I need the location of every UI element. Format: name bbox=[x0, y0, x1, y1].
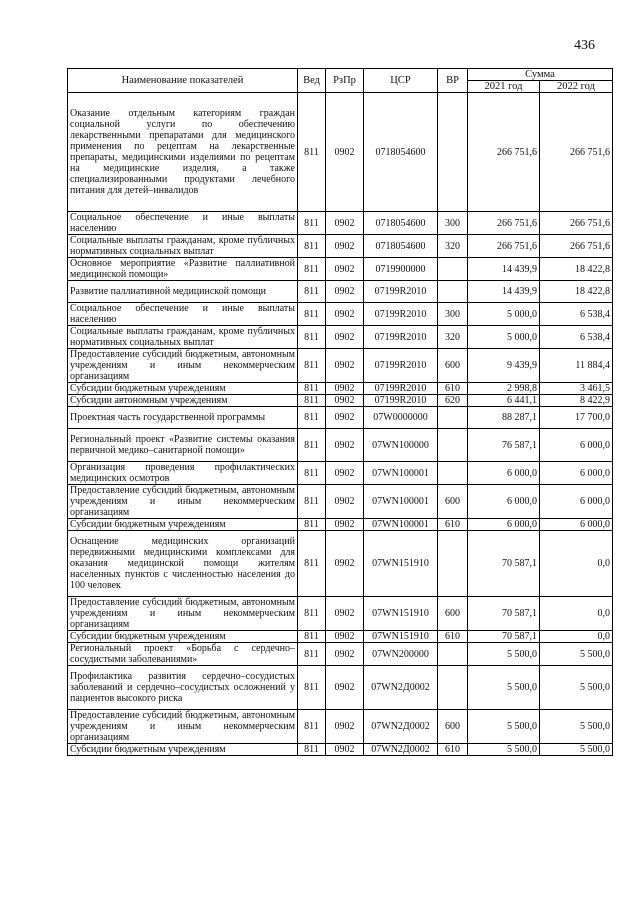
cell-ved: 811 bbox=[298, 303, 326, 326]
cell-csr: 07W0000000 bbox=[364, 407, 438, 429]
table-row bbox=[68, 258, 613, 281]
cell-2022: 18 422,8 bbox=[540, 281, 613, 303]
cell-rzpr: 0902 bbox=[326, 666, 364, 710]
table-row bbox=[68, 462, 613, 485]
cell-csr: 07WN2Д0002 bbox=[364, 744, 438, 756]
cell-2021: 9 439,9 bbox=[468, 349, 540, 383]
cell-2021: 5 500,0 bbox=[468, 666, 540, 710]
cell-2021: 6 000,0 bbox=[468, 462, 540, 485]
table-row bbox=[68, 383, 613, 395]
cell-vr: 600 bbox=[438, 349, 468, 383]
table-row bbox=[68, 349, 613, 383]
cell-rzpr: 0902 bbox=[326, 429, 364, 462]
table-row bbox=[68, 395, 613, 407]
cell-ved: 811 bbox=[298, 710, 326, 744]
cell-vr: 610 bbox=[438, 383, 468, 395]
cell-rzpr: 0902 bbox=[326, 485, 364, 519]
cell-vr: 320 bbox=[438, 235, 468, 258]
cell-csr: 07WN100001 bbox=[364, 462, 438, 485]
cell-name: Оказание отдельным категориям граждан социальной услуги по обеспечению лекарственными препаратами для медицинского применения по рецептам на лекарственные препараты, медицинскими изделиями по рецептам на медицинские изделия, а также специализированными продуктами лечебного питания для детей–инвалидов bbox=[68, 93, 298, 212]
cell-rzpr: 0902 bbox=[326, 281, 364, 303]
cell-rzpr: 0902 bbox=[326, 258, 364, 281]
cell-2022: 5 500,0 bbox=[540, 710, 613, 744]
cell-ved: 811 bbox=[298, 395, 326, 407]
cell-csr: 07199R2010 bbox=[364, 349, 438, 383]
cell-2022: 0,0 bbox=[540, 631, 613, 643]
cell-name: Региональный проект «Развитие системы оказания первичной медико–санитарной помощи» bbox=[68, 429, 298, 462]
table-row bbox=[68, 597, 613, 631]
header-ved: Вед bbox=[298, 69, 326, 93]
cell-rzpr: 0902 bbox=[326, 710, 364, 744]
cell-rzpr: 0902 bbox=[326, 235, 364, 258]
cell-csr: 07WN151910 bbox=[364, 597, 438, 631]
cell-csr: 0718054600 bbox=[364, 235, 438, 258]
cell-vr bbox=[438, 531, 468, 597]
cell-name: Развитие паллиативной медицинской помощи bbox=[68, 281, 298, 303]
cell-ved: 811 bbox=[298, 93, 326, 212]
cell-name: Профилактика развития сердечно–сосудистых заболеваний и сердечно–сосудистых осложнений у пациентов высокого риска bbox=[68, 666, 298, 710]
cell-vr: 610 bbox=[438, 744, 468, 756]
cell-name: Основное мероприятие «Развитие паллиативной медицинской помощи» bbox=[68, 258, 298, 281]
cell-csr: 07199R2010 bbox=[364, 383, 438, 395]
cell-2022: 18 422,8 bbox=[540, 258, 613, 281]
table-row bbox=[68, 407, 613, 429]
cell-name: Субсидии бюджетным учреждениям bbox=[68, 519, 298, 531]
cell-csr: 07WN100000 bbox=[364, 429, 438, 462]
cell-csr: 07199R2010 bbox=[364, 326, 438, 349]
cell-csr: 0718054600 bbox=[364, 93, 438, 212]
cell-2021: 266 751,6 bbox=[468, 93, 540, 212]
header-sum: Сумма bbox=[468, 69, 613, 81]
cell-csr: 07WN2Д0002 bbox=[364, 710, 438, 744]
cell-ved: 811 bbox=[298, 666, 326, 710]
cell-name: Социальное обеспечение и иные выплаты населению bbox=[68, 303, 298, 326]
table-row bbox=[68, 710, 613, 744]
cell-ved: 811 bbox=[298, 349, 326, 383]
cell-name: Социальные выплаты гражданам, кроме публичных нормативных социальных выплат bbox=[68, 235, 298, 258]
cell-rzpr: 0902 bbox=[326, 407, 364, 429]
cell-2021: 5 500,0 bbox=[468, 643, 540, 666]
cell-vr bbox=[438, 281, 468, 303]
cell-2022: 6 000,0 bbox=[540, 462, 613, 485]
cell-2022: 0,0 bbox=[540, 597, 613, 631]
cell-csr: 07199R2010 bbox=[364, 303, 438, 326]
cell-rzpr: 0902 bbox=[326, 531, 364, 597]
table-row bbox=[68, 303, 613, 326]
cell-ved: 811 bbox=[298, 519, 326, 531]
cell-rzpr: 0902 bbox=[326, 597, 364, 631]
cell-2022: 17 700,0 bbox=[540, 407, 613, 429]
cell-2022: 266 751,6 bbox=[540, 235, 613, 258]
cell-csr: 07WN151910 bbox=[364, 631, 438, 643]
table-row bbox=[68, 519, 613, 531]
cell-2022: 266 751,6 bbox=[540, 93, 613, 212]
cell-2021: 5 000,0 bbox=[468, 326, 540, 349]
cell-2022: 8 422,9 bbox=[540, 395, 613, 407]
cell-2021: 76 587,1 bbox=[468, 429, 540, 462]
cell-vr: 320 bbox=[438, 326, 468, 349]
cell-2021: 6 000,0 bbox=[468, 485, 540, 519]
cell-2021: 88 287,1 bbox=[468, 407, 540, 429]
cell-2021: 14 439,9 bbox=[468, 281, 540, 303]
cell-2022: 6 000,0 bbox=[540, 429, 613, 462]
cell-rzpr: 0902 bbox=[326, 349, 364, 383]
cell-name: Предоставление субсидий бюджетным, автономным учреждениям и иным некоммерческим организациям bbox=[68, 485, 298, 519]
cell-2021: 5 000,0 bbox=[468, 303, 540, 326]
cell-name: Региональный проект «Борьба с сердечно–сосудистыми заболеваниями» bbox=[68, 643, 298, 666]
table-row bbox=[68, 212, 613, 235]
header-year-2022: 2022 год bbox=[540, 81, 613, 93]
cell-csr: 07199R2010 bbox=[364, 395, 438, 407]
cell-ved: 811 bbox=[298, 531, 326, 597]
cell-vr: 600 bbox=[438, 597, 468, 631]
budget-table bbox=[67, 68, 613, 756]
cell-2021: 14 439,9 bbox=[468, 258, 540, 281]
cell-2021: 266 751,6 bbox=[468, 212, 540, 235]
cell-name: Социальные выплаты гражданам, кроме публичных нормативных социальных выплат bbox=[68, 326, 298, 349]
cell-rzpr: 0902 bbox=[326, 631, 364, 643]
cell-csr: 0719900000 bbox=[364, 258, 438, 281]
table-row bbox=[68, 326, 613, 349]
cell-csr: 07WN151910 bbox=[364, 531, 438, 597]
cell-vr: 600 bbox=[438, 485, 468, 519]
cell-2021: 5 500,0 bbox=[468, 744, 540, 756]
cell-vr: 600 bbox=[438, 710, 468, 744]
cell-csr: 07WN2Д0002 bbox=[364, 666, 438, 710]
cell-ved: 811 bbox=[298, 597, 326, 631]
cell-ved: 811 bbox=[298, 643, 326, 666]
header-csr: ЦСР bbox=[364, 69, 438, 93]
cell-2022: 3 461,5 bbox=[540, 383, 613, 395]
cell-name: Предоставление субсидий бюджетным, автономным учреждениям и иным некоммерческим организациям bbox=[68, 349, 298, 383]
cell-2022: 11 884,4 bbox=[540, 349, 613, 383]
cell-ved: 811 bbox=[298, 258, 326, 281]
cell-2022: 6 538,4 bbox=[540, 303, 613, 326]
table-row bbox=[68, 531, 613, 597]
cell-vr: 610 bbox=[438, 519, 468, 531]
table-row bbox=[68, 429, 613, 462]
cell-ved: 811 bbox=[298, 235, 326, 258]
cell-2021: 6 441,1 bbox=[468, 395, 540, 407]
cell-2021: 70 587,1 bbox=[468, 531, 540, 597]
table-row bbox=[68, 631, 613, 643]
cell-vr: 300 bbox=[438, 303, 468, 326]
cell-vr bbox=[438, 258, 468, 281]
cell-name: Социальное обеспечение и иные выплаты населению bbox=[68, 212, 298, 235]
cell-2022: 5 500,0 bbox=[540, 643, 613, 666]
header-name: Наименование показателей bbox=[68, 69, 298, 93]
cell-csr: 07WN100001 bbox=[364, 519, 438, 531]
cell-rzpr: 0902 bbox=[326, 744, 364, 756]
cell-2022: 0,0 bbox=[540, 531, 613, 597]
cell-rzpr: 0902 bbox=[326, 212, 364, 235]
header-year-2021: 2021 год bbox=[468, 81, 540, 93]
cell-name: Проектная часть государственной программы bbox=[68, 407, 298, 429]
cell-vr bbox=[438, 93, 468, 212]
cell-ved: 811 bbox=[298, 462, 326, 485]
table-row bbox=[68, 485, 613, 519]
cell-rzpr: 0902 bbox=[326, 303, 364, 326]
table-row bbox=[68, 93, 613, 212]
cell-ved: 811 bbox=[298, 744, 326, 756]
cell-ved: 811 bbox=[298, 429, 326, 462]
cell-ved: 811 bbox=[298, 326, 326, 349]
cell-2022: 6 000,0 bbox=[540, 485, 613, 519]
cell-rzpr: 0902 bbox=[326, 93, 364, 212]
cell-vr bbox=[438, 407, 468, 429]
table-row bbox=[68, 643, 613, 666]
cell-rzpr: 0902 bbox=[326, 326, 364, 349]
table-row bbox=[68, 235, 613, 258]
cell-2022: 5 500,0 bbox=[540, 744, 613, 756]
cell-ved: 811 bbox=[298, 212, 326, 235]
cell-ved: 811 bbox=[298, 281, 326, 303]
header-vr: ВР bbox=[438, 69, 468, 93]
table-body bbox=[68, 93, 613, 756]
cell-2022: 6 000,0 bbox=[540, 519, 613, 531]
cell-2021: 266 751,6 bbox=[468, 235, 540, 258]
cell-name: Оснащение медицинских организаций передвижными медицинскими комплексами для оказания медицинской помощи жителям населенных пунктов с численностью населения до 100 человек bbox=[68, 531, 298, 597]
cell-vr bbox=[438, 643, 468, 666]
cell-csr: 07WN200000 bbox=[364, 643, 438, 666]
cell-name: Субсидии бюджетным учреждениям bbox=[68, 744, 298, 756]
cell-name: Предоставление субсидий бюджетным, автономным учреждениям и иным некоммерческим организациям bbox=[68, 710, 298, 744]
cell-vr: 300 bbox=[438, 212, 468, 235]
cell-rzpr: 0902 bbox=[326, 383, 364, 395]
cell-2021: 5 500,0 bbox=[468, 710, 540, 744]
cell-csr: 0718054600 bbox=[364, 212, 438, 235]
cell-name: Субсидии бюджетным учреждениям bbox=[68, 383, 298, 395]
cell-vr bbox=[438, 462, 468, 485]
cell-name: Организация проведения профилактических медицинских осмотров bbox=[68, 462, 298, 485]
cell-2021: 70 587,1 bbox=[468, 597, 540, 631]
table-row bbox=[68, 281, 613, 303]
cell-vr: 610 bbox=[438, 631, 468, 643]
cell-name: Предоставление субсидий бюджетным, автономным учреждениям и иным некоммерческим организациям bbox=[68, 597, 298, 631]
page-number: 436 bbox=[574, 38, 595, 53]
table-row bbox=[68, 666, 613, 710]
cell-vr bbox=[438, 429, 468, 462]
cell-name: Субсидии автономным учреждениям bbox=[68, 395, 298, 407]
cell-rzpr: 0902 bbox=[326, 395, 364, 407]
cell-csr: 07WN100001 bbox=[364, 485, 438, 519]
cell-vr: 620 bbox=[438, 395, 468, 407]
cell-rzpr: 0902 bbox=[326, 519, 364, 531]
cell-vr bbox=[438, 666, 468, 710]
cell-name: Субсидии бюджетным учреждениям bbox=[68, 631, 298, 643]
table-header bbox=[68, 69, 613, 93]
cell-2022: 5 500,0 bbox=[540, 666, 613, 710]
cell-2021: 2 998,8 bbox=[468, 383, 540, 395]
cell-ved: 811 bbox=[298, 485, 326, 519]
cell-rzpr: 0902 bbox=[326, 462, 364, 485]
cell-rzpr: 0902 bbox=[326, 643, 364, 666]
cell-ved: 811 bbox=[298, 631, 326, 643]
header-rzpr: РзПр bbox=[326, 69, 364, 93]
cell-ved: 811 bbox=[298, 407, 326, 429]
cell-csr: 07199R2010 bbox=[364, 281, 438, 303]
cell-2021: 70 587,1 bbox=[468, 631, 540, 643]
cell-2022: 6 538,4 bbox=[540, 326, 613, 349]
cell-2021: 6 000,0 bbox=[468, 519, 540, 531]
cell-2022: 266 751,6 bbox=[540, 212, 613, 235]
cell-ved: 811 bbox=[298, 383, 326, 395]
table-row bbox=[68, 744, 613, 756]
